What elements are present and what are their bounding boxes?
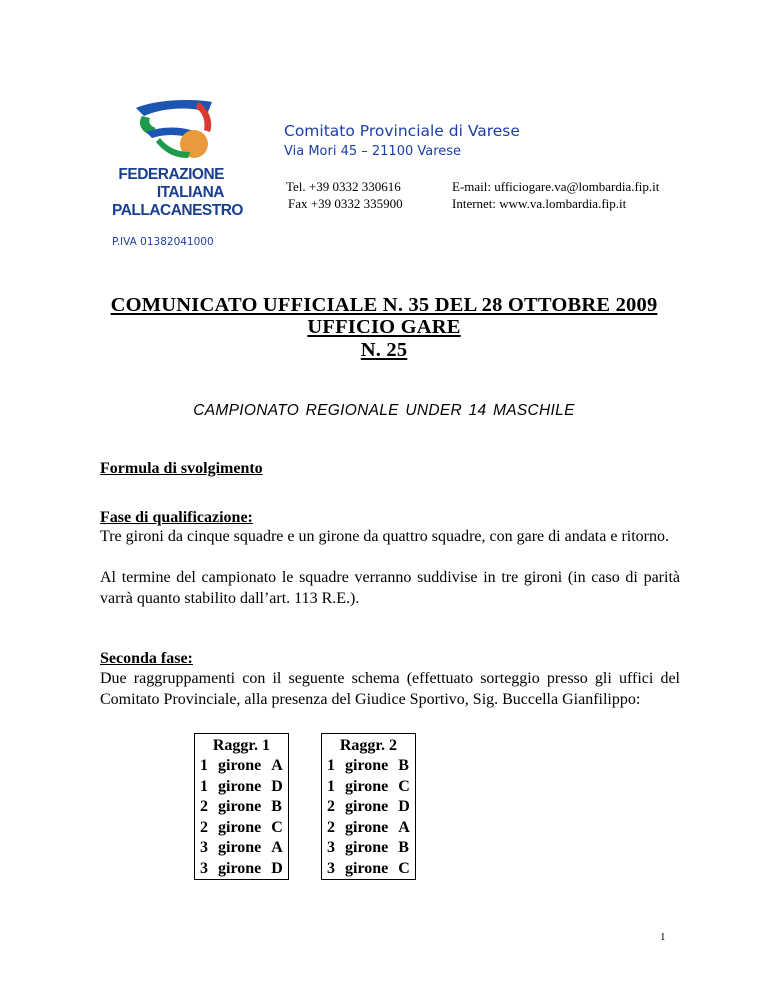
phone-block bbox=[286, 178, 403, 212]
group-2-table bbox=[321, 733, 416, 880]
girone-word: girone bbox=[345, 798, 389, 815]
group-1-header: Raggr. 1 bbox=[212, 737, 270, 754]
rank: 1 bbox=[327, 777, 335, 795]
girone-letter: C bbox=[398, 859, 410, 877]
rank: 3 bbox=[200, 839, 208, 856]
girone-letter: B bbox=[398, 757, 409, 774]
comitato-address: Via Mori 45 – 21100 Varese bbox=[284, 144, 462, 159]
fase1-heading: Fase di qualificazione: bbox=[100, 509, 253, 526]
girone-letter: B bbox=[398, 839, 409, 856]
web-block bbox=[452, 178, 659, 212]
rank: 3 bbox=[327, 859, 335, 877]
page-title: COMUNICATO UFFICIALE N. 35 DEL 28 OTTOBRE 2009 bbox=[110, 294, 658, 316]
rank: 2 bbox=[200, 798, 208, 815]
girone-word: girone bbox=[345, 859, 389, 877]
group-2-header: Raggr. 2 bbox=[339, 737, 397, 754]
table-row bbox=[322, 797, 416, 818]
fase2-paragraph: Due raggruppamenti con il seguente schema (effettuato sorteggio presso gli uffici del Comitato Provinciale, alla presenza del Giudice Sportivo, Sig. Buccella Gianfilippo: bbox=[100, 670, 680, 708]
girone-word: girone bbox=[218, 777, 262, 795]
fax-line: Fax +39 0332 335900 bbox=[288, 196, 403, 211]
girone-word: girone bbox=[218, 818, 262, 836]
table-row bbox=[195, 818, 289, 839]
issue-number: N. 25 bbox=[360, 339, 408, 361]
table-row bbox=[322, 818, 416, 839]
table-row bbox=[322, 859, 416, 880]
office-title: UFFICIO GARE bbox=[307, 316, 461, 338]
table-row bbox=[322, 756, 416, 777]
internet-line: Internet: www.va.lombardia.fip.it bbox=[452, 196, 627, 211]
fase2-heading: Seconda fase: bbox=[100, 650, 193, 667]
girone-letter: A bbox=[271, 839, 283, 856]
tel-line: Tel. +39 0332 330616 bbox=[286, 179, 401, 194]
rank: 3 bbox=[327, 839, 335, 856]
girone-word: girone bbox=[218, 839, 262, 856]
girone-letter: B bbox=[271, 798, 282, 815]
table-row bbox=[195, 777, 289, 798]
formula-heading: Formula di svolgimento bbox=[100, 460, 263, 477]
girone-word: girone bbox=[218, 859, 262, 877]
fase1-paragraph-1: Tre gironi da cinque squadre e un girone da quattro squadre, con gare di andata e ritorno. bbox=[100, 528, 669, 545]
girone-word: girone bbox=[345, 839, 389, 856]
rank: 1 bbox=[200, 777, 208, 795]
piva: P.IVA 01382041000 bbox=[112, 236, 214, 248]
logo-line-3: PALLACANESTRO bbox=[112, 202, 243, 219]
table-row bbox=[195, 797, 289, 818]
rank: 3 bbox=[200, 859, 208, 877]
rank: 1 bbox=[327, 757, 335, 774]
page-number: 1 bbox=[660, 931, 666, 943]
championship-title: CAMPIONATO REGIONALE UNDER 14 MASCHILE bbox=[193, 402, 575, 419]
table-row bbox=[195, 859, 289, 880]
girone-word: girone bbox=[218, 757, 262, 774]
logo-line-1: FEDERAZIONE bbox=[118, 166, 224, 183]
girone-letter: C bbox=[271, 818, 283, 836]
logo-wordmark bbox=[112, 166, 243, 220]
email-line: E-mail: ufficiogare.va@lombardia.fip.it bbox=[452, 179, 660, 194]
table-row bbox=[322, 777, 416, 798]
girone-letter: D bbox=[271, 777, 283, 795]
rank: 2 bbox=[327, 818, 335, 836]
fase1-paragraph-2: Al termine del campionato le squadre verranno suddivise in tre gironi (in caso di parità varrà quanto stabilito dall’art. 113 R.E.). bbox=[100, 569, 680, 607]
girone-letter: A bbox=[398, 818, 410, 836]
table-row bbox=[322, 838, 416, 859]
girone-letter: D bbox=[271, 859, 283, 877]
girone-letter: A bbox=[271, 757, 283, 774]
girone-word: girone bbox=[345, 757, 389, 774]
table-row bbox=[195, 756, 289, 777]
girone-word: girone bbox=[345, 818, 389, 836]
rank: 1 bbox=[200, 757, 208, 774]
girone-letter: C bbox=[398, 777, 410, 795]
rank: 2 bbox=[327, 798, 335, 815]
group-1-table bbox=[194, 733, 289, 880]
logo-line-2: ITALIANA bbox=[156, 184, 224, 201]
comitato-name: Comitato Provinciale di Varese bbox=[284, 122, 520, 140]
table-row bbox=[195, 838, 289, 859]
rank: 2 bbox=[200, 818, 208, 836]
girone-letter: D bbox=[398, 798, 410, 815]
girone-word: girone bbox=[218, 798, 262, 815]
girone-word: girone bbox=[345, 777, 389, 795]
